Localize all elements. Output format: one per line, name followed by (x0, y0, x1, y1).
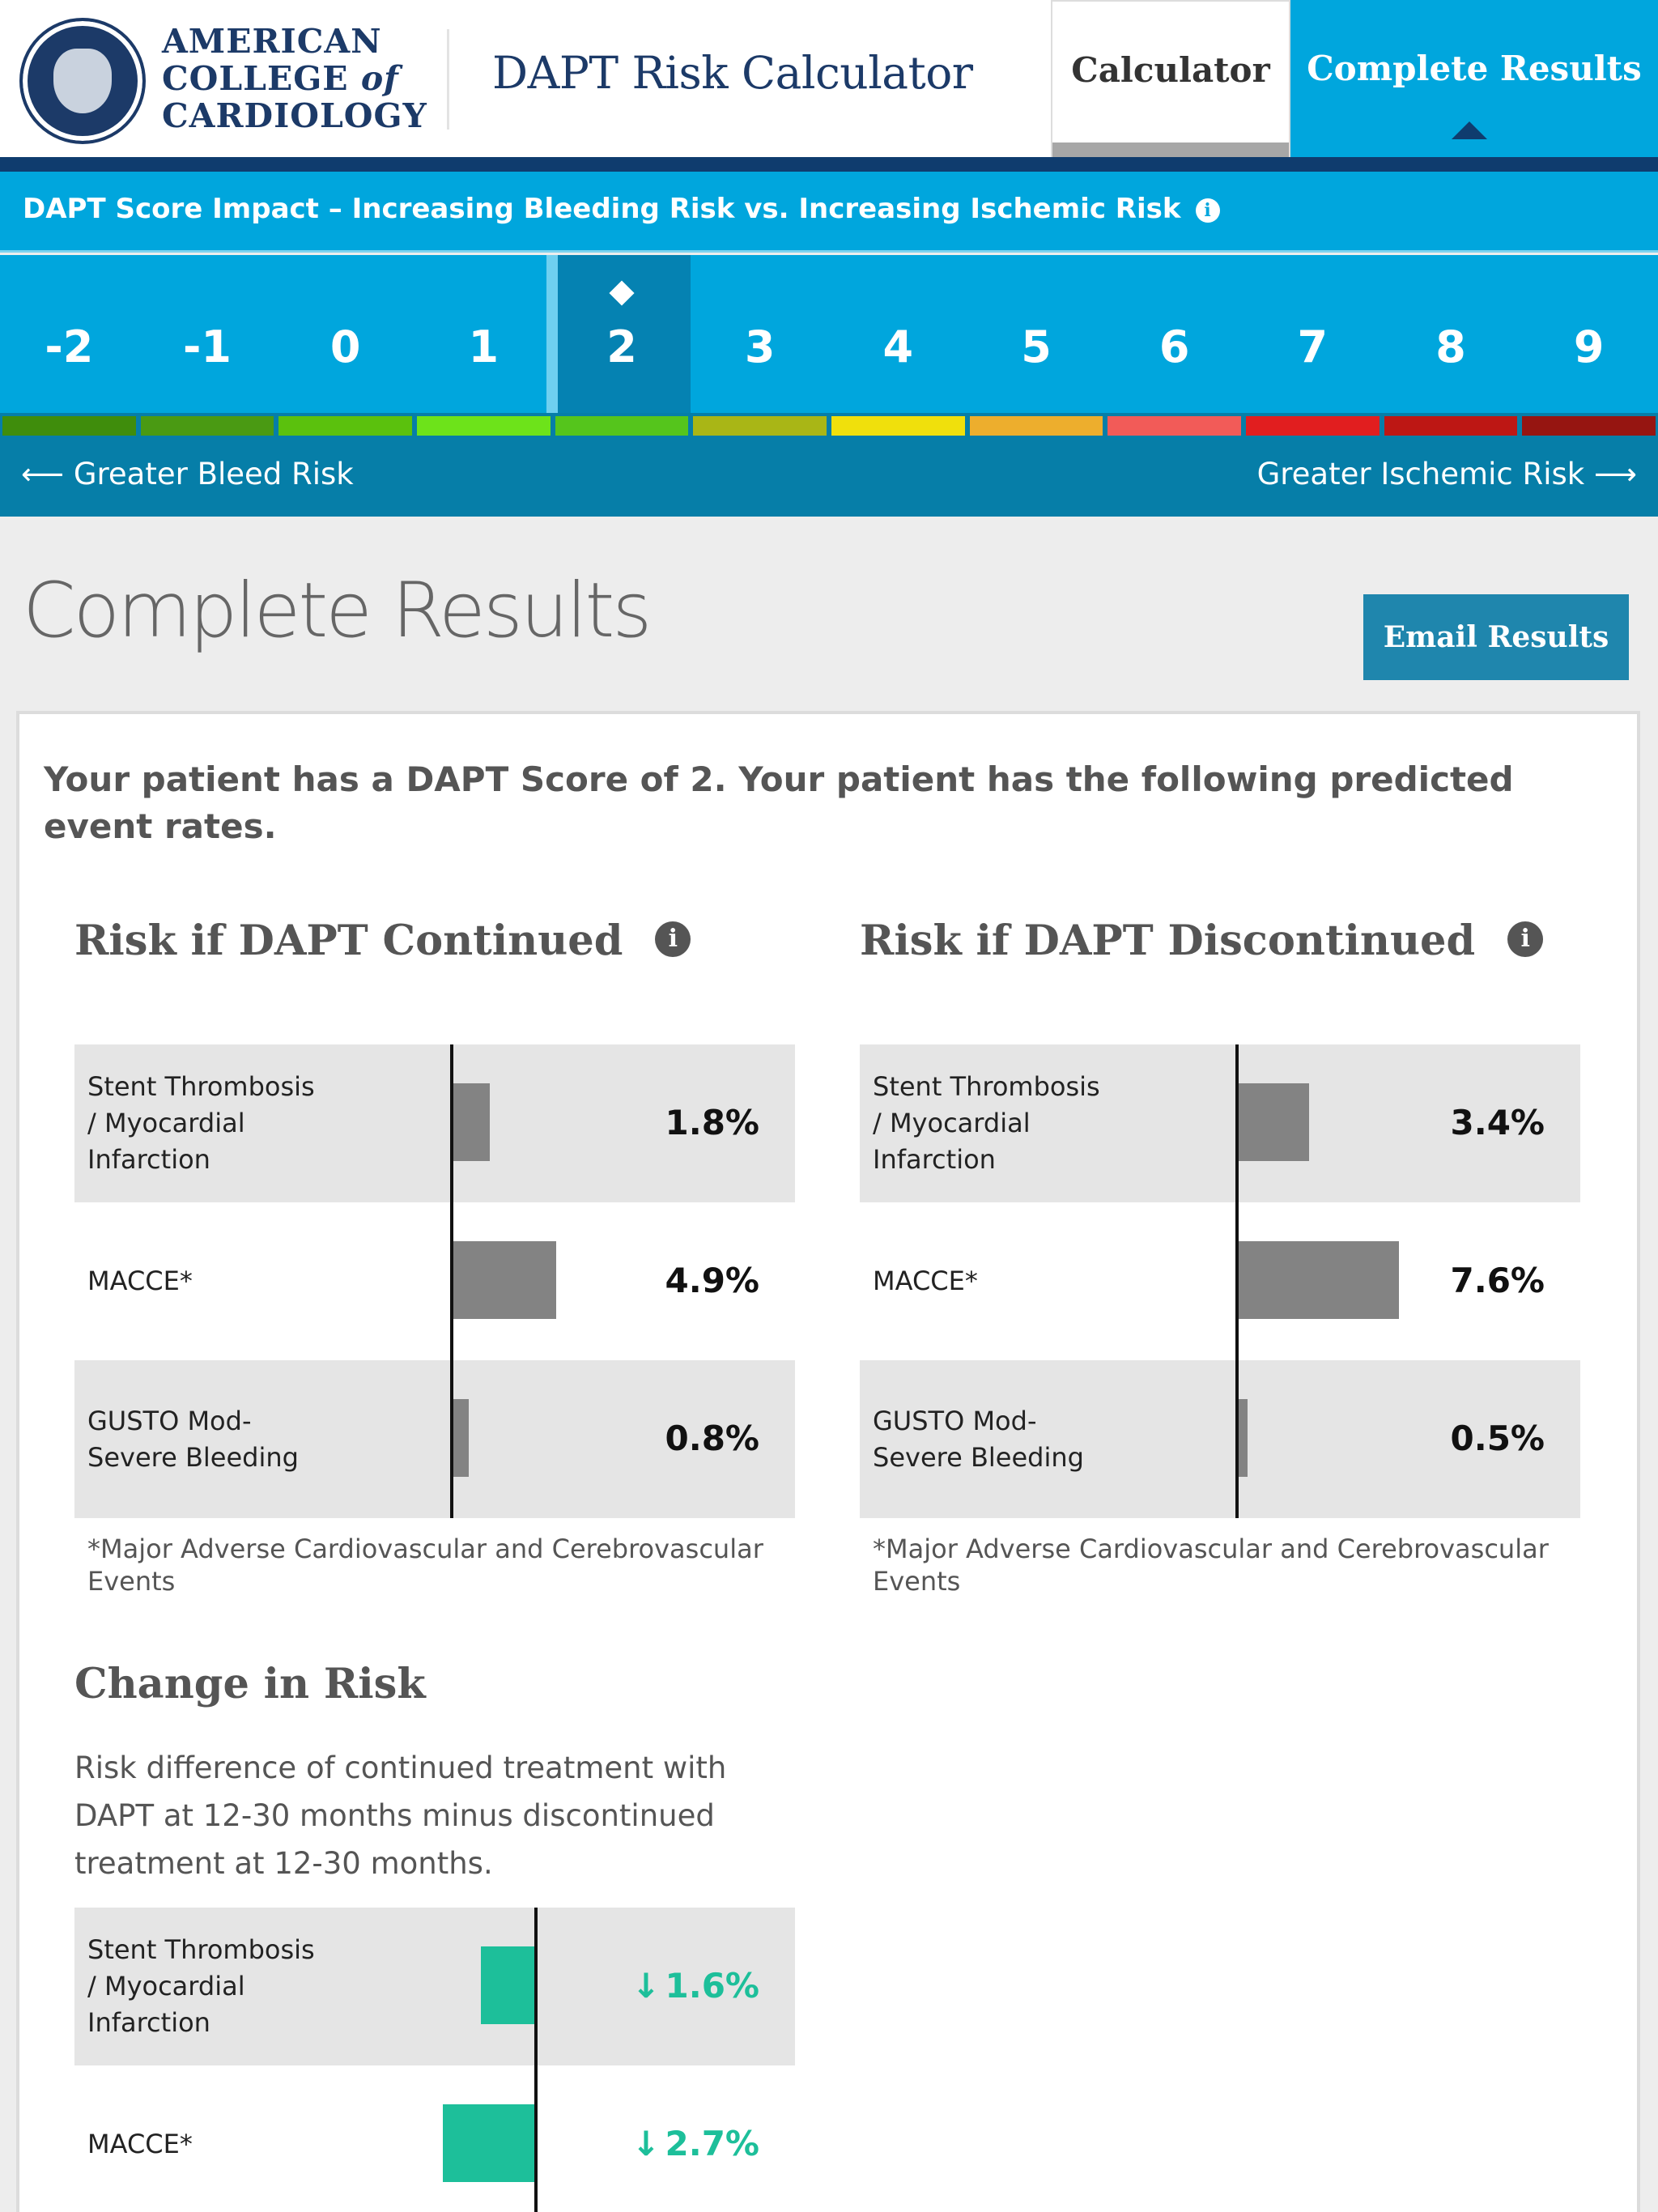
score-value: 8 (1435, 321, 1466, 372)
risk-value: 4.9% (665, 1261, 759, 1300)
page-title: Complete Results (23, 567, 650, 655)
info-icon[interactable]: i (1196, 198, 1220, 223)
score-value: 7 (1297, 321, 1329, 372)
score-option--2[interactable] (0, 255, 138, 413)
risk-row (74, 1202, 795, 1360)
score-summary: Your patient has a DAPT Score of 2. Your patient has the following predicted event rates. (44, 759, 1514, 846)
risk-row (860, 1044, 1580, 1202)
discontinued-title: Risk if DAPT Discontinued i (860, 917, 1543, 965)
app-title: DAPT Risk Calculator (492, 47, 973, 99)
arrow-right-icon: ⟶ (1593, 457, 1637, 491)
arrow-down-icon: ↓ (631, 2124, 661, 2163)
app-header (0, 0, 1658, 157)
risk-color-segment (1107, 416, 1241, 436)
score-option--1[interactable] (138, 255, 277, 413)
baseline-axis (534, 1908, 538, 2212)
baseline-axis (450, 1044, 453, 1518)
selected-score-marker-icon (608, 279, 636, 307)
discontinued-risk-panel (860, 1044, 1580, 1597)
score-option-7[interactable] (1244, 255, 1382, 413)
risk-color-segment (1246, 416, 1380, 436)
risk-bar (1237, 1083, 1309, 1161)
risk-row-label: GUSTO Mod-Severe Bleeding (87, 1405, 299, 1473)
score-option-5[interactable] (967, 255, 1106, 413)
info-icon[interactable]: i (1507, 921, 1543, 957)
score-option-8[interactable] (1382, 255, 1520, 413)
risk-bar (443, 2104, 536, 2182)
change-in-risk-panel (74, 1908, 795, 2212)
score-value: 6 (1158, 321, 1190, 372)
score-value: 0 (329, 321, 361, 372)
risk-color-segment (831, 416, 965, 436)
risk-row-label: GUSTO Mod-Severe Bleeding (873, 1405, 1084, 1473)
risk-row-label: MACCE* (873, 1266, 978, 1296)
risk-value: 1.8% (665, 1103, 759, 1142)
risk-bar (452, 1241, 556, 1319)
risk-color-segment (278, 416, 412, 436)
baseline-axis (1235, 1044, 1239, 1518)
tab-calculator[interactable]: Calculator (1051, 0, 1290, 157)
risk-row (74, 1908, 795, 2065)
acc-seal-logo-icon (19, 18, 146, 144)
continued-title: Risk if DAPT Continued i (74, 917, 691, 965)
change-in-risk-title: Change in Risk (74, 1660, 426, 1708)
dapt-score-scale (0, 255, 1658, 413)
risk-color-segment (970, 416, 1103, 436)
tab-complete-results[interactable]: Complete Results (1290, 0, 1658, 157)
risk-color-segment (2, 416, 136, 436)
results-card (16, 711, 1640, 2212)
score-value: 9 (1573, 321, 1605, 372)
risk-row (860, 1202, 1580, 1360)
risk-direction-legend (0, 437, 1658, 517)
risk-row (74, 1360, 795, 1518)
risk-value: ↓ 2.7% (631, 2124, 759, 2163)
risk-row-label: Stent Thrombosis / Myocardial Infarction (873, 1071, 1100, 1175)
score-option-2[interactable] (553, 255, 691, 413)
risk-color-segment (693, 416, 827, 436)
greater-bleed-label: ⟵ Greater Bleed Risk (21, 457, 354, 491)
risk-row (860, 1360, 1580, 1518)
info-icon[interactable]: i (655, 921, 691, 957)
risk-row-label: Stent Thrombosis / Myocardial Infarction (87, 1934, 315, 2038)
score-option-0[interactable] (276, 255, 414, 413)
risk-value: 0.5% (1450, 1419, 1545, 1458)
score-option-6[interactable] (1105, 255, 1244, 413)
score-value: -1 (182, 321, 232, 372)
active-tab-caret (1452, 121, 1487, 139)
header-divider (447, 29, 449, 130)
acc-wordmark: AMERICAN COLLEGE of CARDIOLOGY (162, 22, 427, 135)
score-option-3[interactable] (691, 255, 829, 413)
score-option-9[interactable] (1520, 255, 1658, 413)
header-strip (0, 157, 1658, 172)
risk-row-label: MACCE* (87, 2129, 193, 2159)
risk-color-segment (1522, 416, 1656, 436)
risk-row (74, 2065, 795, 2212)
risk-row (74, 1044, 795, 1202)
risk-row-label: MACCE* (87, 1266, 193, 1296)
greater-ischemic-label: Greater Ischemic Risk ⟶ (1256, 457, 1637, 491)
score-option-1[interactable] (414, 255, 553, 413)
risk-row-label: Stent Thrombosis / Myocardial Infarction (87, 1071, 315, 1175)
arrow-left-icon: ⟵ (21, 457, 65, 491)
risk-bar (452, 1083, 490, 1161)
score-value: 1 (468, 321, 500, 372)
risk-color-segment (555, 416, 689, 436)
score-value: 3 (744, 321, 776, 372)
score-impact-title: DAPT Score Impact – Increasing Bleeding Risk vs. Increasing Ischemic Risk (23, 193, 1181, 225)
risk-bar (1237, 1241, 1399, 1319)
score-value: 2 (606, 321, 637, 372)
score-option-4[interactable] (829, 255, 967, 413)
score-impact-header (0, 172, 1658, 253)
score-value: -2 (45, 321, 94, 372)
risk-bar (452, 1399, 469, 1477)
risk-value: 0.8% (665, 1419, 759, 1458)
email-results-button[interactable]: Email Results (1363, 594, 1629, 680)
risk-color-segment (141, 416, 274, 436)
risk-value: ↓ 1.6% (631, 1966, 759, 2006)
score-value: 5 (1021, 321, 1052, 372)
arrow-down-icon: ↓ (631, 1966, 661, 2006)
score-value: 4 (882, 321, 914, 372)
risk-value: 7.6% (1450, 1261, 1545, 1300)
risk-color-scale (0, 413, 1658, 437)
risk-color-segment (417, 416, 551, 436)
footnote: *Major Adverse Cardiovascular and Cerebrovascular Events (873, 1534, 1549, 1597)
change-in-risk-description: Risk difference of continued treatment with DAPT at 12-30 months minus discontinued treatment at 12-30 months. (74, 1750, 727, 1881)
risk-value: 3.4% (1450, 1103, 1545, 1142)
risk-bar (481, 1946, 536, 2024)
continued-risk-panel (74, 1044, 795, 1597)
risk-color-segment (1384, 416, 1518, 436)
footnote: *Major Adverse Cardiovascular and Cerebrovascular Events (87, 1534, 763, 1597)
score-threshold-marker (546, 255, 558, 413)
